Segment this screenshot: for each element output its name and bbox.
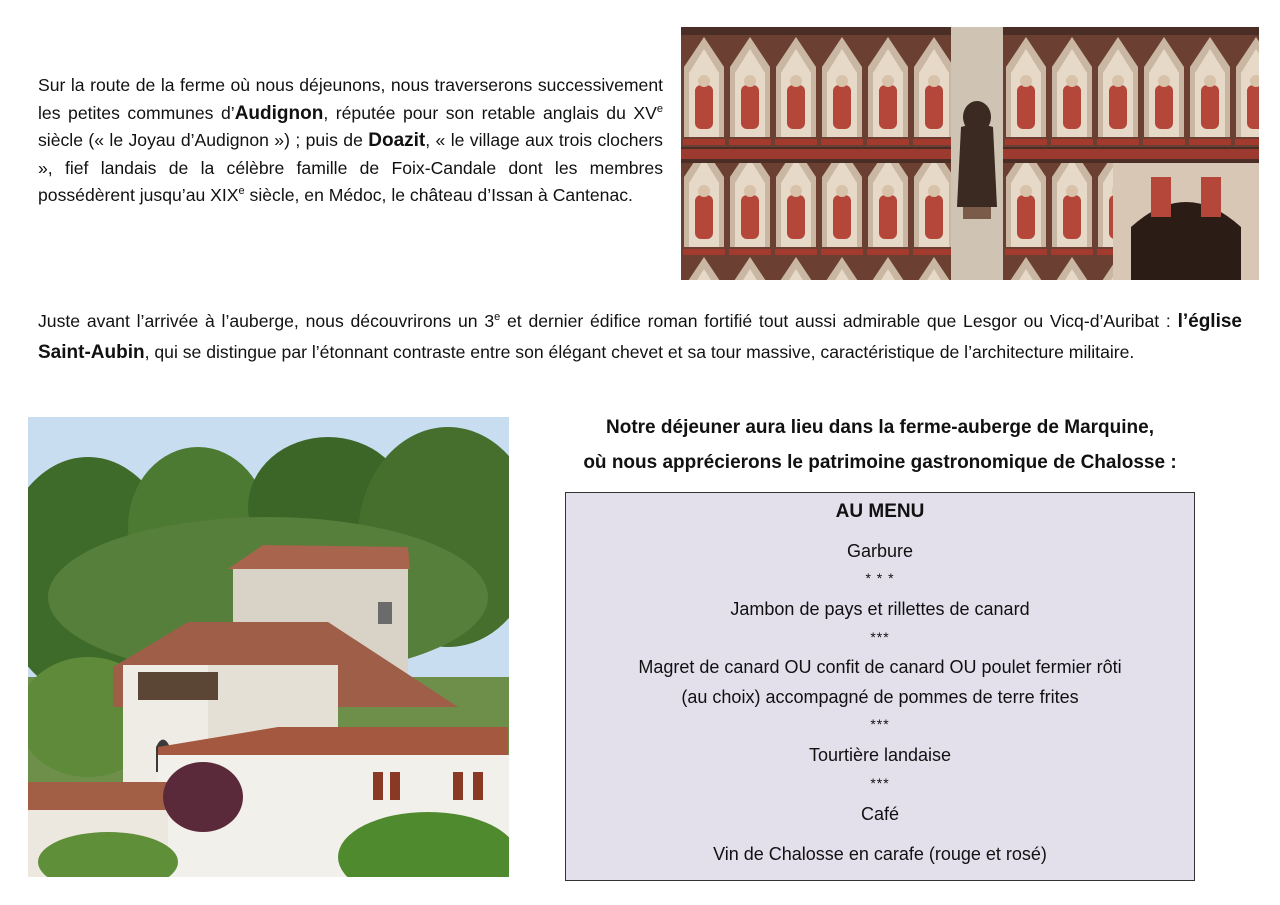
lunch-heading-2: où nous apprécierons le patrimoine gastronomique de Chalosse : — [583, 452, 1177, 473]
menu-separator: *** — [870, 629, 890, 645]
text-segment: , qui se distingue par l’étonnant contraste entre son élégant chevet et sa tour massive, caractéristique de l’architecture militaire. — [144, 342, 1135, 362]
text-segment: siècle (« le Joyau d’Audignon ») ; puis de — [38, 130, 369, 150]
menu-separator: *** — [870, 716, 890, 732]
menu-title: AU MENU — [835, 501, 925, 522]
place-audignon: Audignon — [234, 102, 324, 124]
intro-paragraph — [38, 72, 663, 210]
text-segment: , « le village aux trois clochers », fief landais de la célèbre famille de Foix-Candale dont les membres possédèrent jusqu’au XIX — [38, 130, 663, 205]
menu-item-jambon: Jambon de pays et rillettes de canard — [730, 599, 1030, 619]
menu-item-cafe: Café — [860, 804, 900, 824]
menu-separator: * * * — [865, 570, 895, 586]
menu-item-main-1: Magret de canard OU confit de canard OU poulet fermier rôti — [638, 657, 1122, 677]
menu-item-tourtiere: Tourtière landaise — [808, 745, 952, 765]
superscript: e — [238, 185, 245, 198]
menu-box — [565, 492, 1195, 881]
menu-item-garbure: Garbure — [846, 541, 914, 561]
text-segment: Sur la route de la ferme où nous déjeunons, nous traverserons successivement les petites communes d’ — [38, 75, 663, 123]
menu-item-vin: Vin de Chalosse en carafe (rouge et rosé) — [713, 844, 1047, 864]
church-name: l’église Saint-Aubin — [38, 311, 1242, 363]
retable-photo — [681, 27, 1259, 280]
text-segment: siècle, en Médoc, le château d’Issan à Cantenac. — [244, 185, 633, 205]
text-segment: , réputée pour son retable anglais du XV — [323, 102, 657, 123]
lunch-heading-1: Notre déjeuner aura lieu dans la ferme-auberge de Marquine, — [606, 417, 1154, 438]
superscript: e — [656, 102, 663, 115]
menu-separator: *** — [870, 775, 890, 791]
text-segment: Juste avant l’arrivée à l’auberge, nous découvrirons un 3 — [38, 311, 495, 331]
menu-item-main-2: (au choix) accompagné de pommes de terre frites — [681, 687, 1079, 707]
church-photo — [28, 417, 509, 877]
church-paragraph — [38, 306, 1242, 368]
text-segment: et dernier édifice roman fortifié tout aussi admirable que Lesgor ou Vicq-d’Auribat : — [500, 311, 1178, 331]
place-doazit: Doazit — [368, 130, 426, 151]
superscript: e — [494, 311, 501, 324]
